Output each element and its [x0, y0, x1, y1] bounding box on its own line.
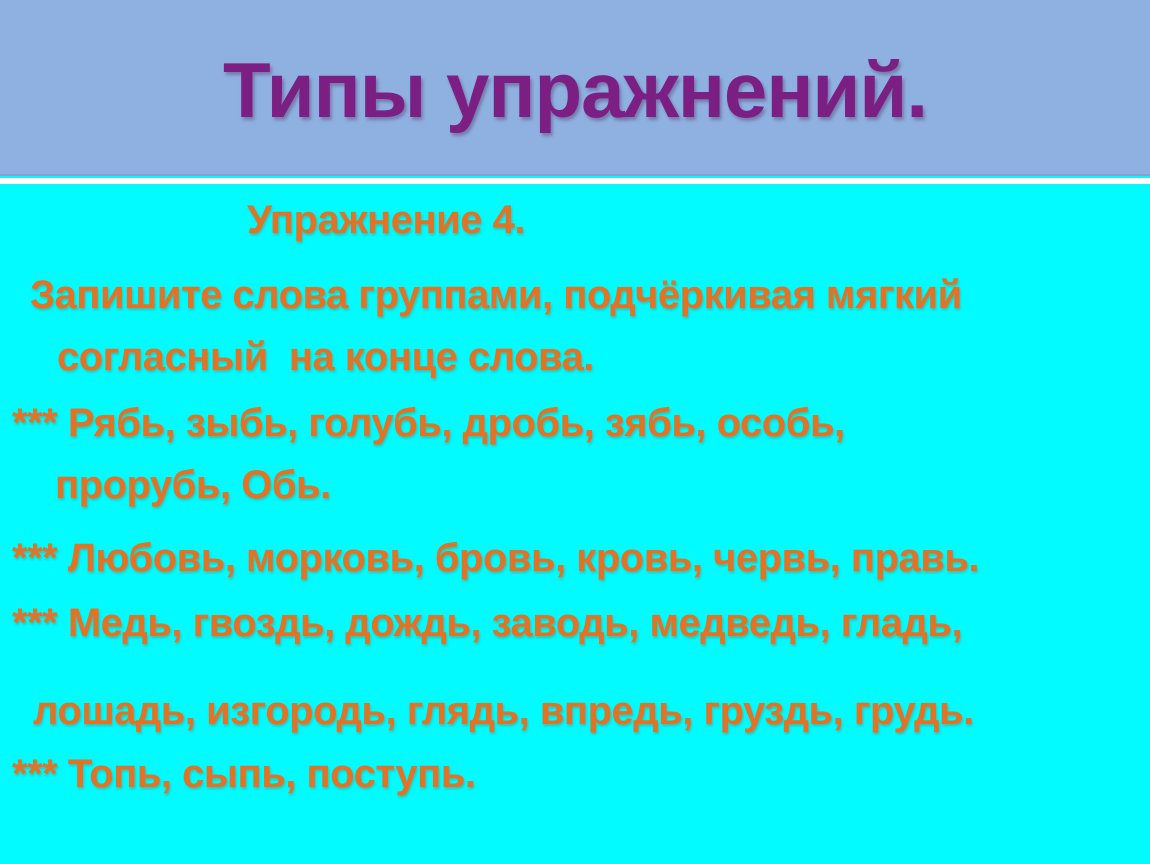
slide-body: [0, 184, 1150, 864]
word-group-3-line-1: *** Медь, гвоздь, дождь, заводь, медведь, гладь,: [12, 601, 963, 645]
exercise-number-line: Упражнение 4.: [247, 198, 525, 242]
slide-header: [0, 0, 1150, 176]
word-group-4-line: *** Топь, сыпь, поступь.: [12, 752, 476, 796]
word-group-3-line-2: лошадь, изгородь, глядь, впредь, груздь, грудь.: [33, 689, 974, 733]
task-instruction-line-2: согласный на конце слова.: [57, 335, 594, 379]
word-group-2-line: *** Любовь, морковь, бровь, кровь, червь, правь.: [12, 536, 980, 580]
task-instruction-line-1: Запишите слова группами, подчёркивая мягкий: [30, 273, 962, 317]
slide-title: Типы упражнений.: [222, 45, 927, 134]
word-group-1-line-2: прорубь, Обь.: [55, 463, 331, 507]
word-group-1-line-1: *** Рябь, зыбь, голубь, дробь, зябь, особь,: [12, 401, 845, 445]
